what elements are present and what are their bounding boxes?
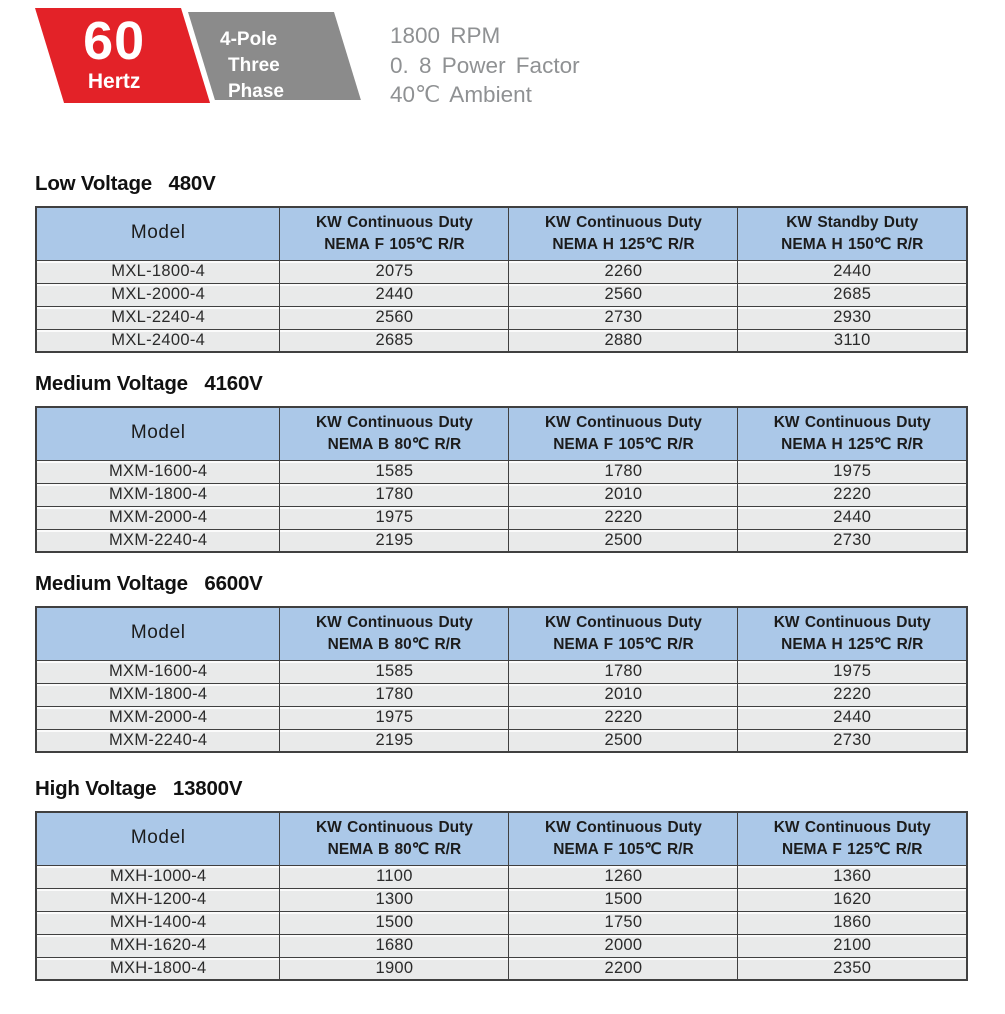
- table-row: [36, 683, 967, 706]
- value-cell: 2930: [738, 306, 967, 329]
- column-header: [509, 812, 738, 865]
- value-cell: 2440: [738, 260, 967, 283]
- value-cell: 2000: [509, 934, 738, 957]
- model-cell: MXH-1200-4: [36, 888, 280, 911]
- value-cell: 1585: [280, 660, 509, 683]
- value-cell: 2880: [509, 329, 738, 352]
- model-cell: MXM-2000-4: [36, 506, 280, 529]
- model-cell: MXH-1400-4: [36, 911, 280, 934]
- value-cell: 2195: [280, 529, 509, 552]
- model-cell: MXM-2000-4: [36, 706, 280, 729]
- value-cell: 2685: [738, 283, 967, 306]
- value-cell: 1500: [280, 911, 509, 934]
- column-header: [509, 207, 738, 260]
- column-header-line1: KW Continuous Duty: [544, 614, 702, 632]
- value-cell: 2440: [738, 706, 967, 729]
- column-header-line2: NEMA H 125℃ R/R: [552, 235, 695, 253]
- table-row: [36, 260, 967, 283]
- table-header: [36, 407, 967, 460]
- column-header: [280, 607, 509, 660]
- section-title-voltage: 4160V: [204, 372, 263, 395]
- value-cell: 2440: [280, 283, 509, 306]
- model-cell: MXM-1600-4: [36, 660, 280, 683]
- header-row: [36, 407, 967, 460]
- value-cell: 1585: [280, 460, 509, 483]
- value-cell: 1975: [280, 506, 509, 529]
- value-cell: 1780: [509, 660, 738, 683]
- table-row: [36, 865, 967, 888]
- pole-phase-badge: [188, 12, 361, 100]
- value-cell: 2560: [280, 306, 509, 329]
- column-header-line1: KW Continuous Duty: [315, 819, 473, 837]
- spec-ambient: 40℃ Ambient: [390, 82, 532, 107]
- column-header-line1: KW Continuous Duty: [773, 614, 931, 632]
- value-cell: 2350: [738, 957, 967, 980]
- column-header-line2: NEMA F 105℃ R/R: [553, 435, 694, 453]
- value-cell: 2075: [280, 260, 509, 283]
- spec-rpm: 1800 RPM: [390, 23, 501, 48]
- table-row: [36, 506, 967, 529]
- header-row: [36, 607, 967, 660]
- value-cell: 1620: [738, 888, 967, 911]
- section-title: [35, 777, 968, 801]
- value-cell: 2260: [509, 260, 738, 283]
- value-cell: 1300: [280, 888, 509, 911]
- section-title: [35, 372, 968, 396]
- value-cell: 1860: [738, 911, 967, 934]
- model-cell: MXM-1800-4: [36, 683, 280, 706]
- value-cell: 2220: [509, 706, 738, 729]
- column-header-line2: NEMA B 80℃ R/R: [327, 840, 462, 858]
- column-header-line1: KW Standby Duty: [786, 214, 919, 232]
- column-header: [738, 812, 967, 865]
- column-header: [509, 407, 738, 460]
- model-cell: MXM-1600-4: [36, 460, 280, 483]
- section-title-label: Medium Voltage: [35, 372, 188, 395]
- value-cell: 1900: [280, 957, 509, 980]
- model-cell: MXL-2000-4: [36, 283, 280, 306]
- value-cell: 2200: [509, 957, 738, 980]
- column-header-line2: NEMA F 125℃ R/R: [782, 840, 923, 858]
- column-header-line2: NEMA H 125℃ R/R: [781, 635, 924, 653]
- table-row: [36, 729, 967, 752]
- column-header-line1: KW Continuous Duty: [773, 819, 931, 837]
- value-cell: 2730: [509, 306, 738, 329]
- column-header-line1: KW Continuous Duty: [544, 414, 702, 432]
- rating-table: [35, 606, 968, 753]
- table-header: [36, 812, 967, 865]
- table-header: [36, 607, 967, 660]
- value-cell: 1100: [280, 865, 509, 888]
- value-cell: 2220: [738, 483, 967, 506]
- model-cell: MXH-1800-4: [36, 957, 280, 980]
- header-row: [36, 207, 967, 260]
- value-cell: 1750: [509, 911, 738, 934]
- section-title-voltage: 480V: [168, 172, 216, 195]
- section-title-label: Low Voltage: [35, 172, 153, 195]
- model-cell: MXM-1800-4: [36, 483, 280, 506]
- spec-summary: [390, 21, 580, 110]
- column-header-model: Model: [36, 812, 280, 865]
- model-cell: MXH-1620-4: [36, 934, 280, 957]
- table-row: [36, 460, 967, 483]
- value-cell: 2440: [738, 506, 967, 529]
- frequency-badge-content: [37, 11, 183, 110]
- value-cell: 1975: [280, 706, 509, 729]
- table-row: [36, 888, 967, 911]
- column-header: [738, 607, 967, 660]
- column-header: [738, 407, 967, 460]
- column-header-model: Model: [36, 407, 280, 460]
- table-row: [36, 306, 967, 329]
- table-row: [36, 934, 967, 957]
- column-header: [280, 812, 509, 865]
- column-header-line1: KW Continuous Duty: [544, 819, 702, 837]
- column-header-line2: NEMA F 105℃ R/R: [553, 635, 694, 653]
- value-cell: 1500: [509, 888, 738, 911]
- value-cell: 1975: [738, 660, 967, 683]
- table-row: [36, 283, 967, 306]
- value-cell: 2730: [738, 729, 967, 752]
- value-cell: 2010: [509, 483, 738, 506]
- value-cell: 1780: [280, 483, 509, 506]
- column-header-line2: NEMA B 80℃ R/R: [327, 635, 462, 653]
- value-cell: 1780: [280, 683, 509, 706]
- value-cell: 1360: [738, 865, 967, 888]
- table-row: [36, 529, 967, 552]
- table-row: [36, 706, 967, 729]
- column-header-line1: KW Continuous Duty: [544, 214, 702, 232]
- column-header-model: Model: [36, 207, 280, 260]
- table-body: [36, 460, 967, 552]
- value-cell: 2195: [280, 729, 509, 752]
- value-cell: 2500: [509, 529, 738, 552]
- column-header-line1: KW Continuous Duty: [773, 414, 931, 432]
- rating-table: [35, 406, 968, 553]
- column-header: [738, 207, 967, 260]
- column-header-model: Model: [36, 607, 280, 660]
- model-cell: MXL-2400-4: [36, 329, 280, 352]
- value-cell: 3110: [738, 329, 967, 352]
- column-header-line2: NEMA B 80℃ R/R: [327, 435, 462, 453]
- pole-label: 4-Pole: [220, 29, 278, 50]
- section-title-label: Medium Voltage: [35, 572, 188, 595]
- table-body: [36, 660, 967, 752]
- section-title-voltage: 13800V: [172, 777, 243, 800]
- column-header-line1: KW Continuous Duty: [315, 614, 473, 632]
- value-cell: 2730: [738, 529, 967, 552]
- header-row: [36, 812, 967, 865]
- value-cell: 1260: [509, 865, 738, 888]
- model-cell: MXM-2240-4: [36, 529, 280, 552]
- value-cell: 1975: [738, 460, 967, 483]
- section-medium-voltage-6600v: [35, 572, 968, 753]
- model-cell: MXL-1800-4: [36, 260, 280, 283]
- frequency-unit: Hertz: [87, 70, 141, 93]
- column-header-line1: KW Continuous Duty: [315, 214, 473, 232]
- column-header: [509, 607, 738, 660]
- table-body: [36, 865, 967, 980]
- value-cell: 2220: [738, 683, 967, 706]
- value-cell: 1680: [280, 934, 509, 957]
- pole-phase-badge-content: [188, 12, 334, 100]
- spec-power-factor: 0. 8 Power Factor: [390, 52, 580, 78]
- table-header: [36, 207, 967, 260]
- column-header-line2: NEMA F 105℃ R/R: [324, 235, 465, 253]
- value-cell: 2220: [509, 506, 738, 529]
- section-high-voltage-13800v: [35, 777, 968, 981]
- rating-table: [35, 206, 968, 353]
- phase-label: Three Phase: [228, 55, 284, 102]
- model-cell: MXM-2240-4: [36, 729, 280, 752]
- column-header: [280, 207, 509, 260]
- column-header-line1: KW Continuous Duty: [315, 414, 473, 432]
- table-row: [36, 911, 967, 934]
- section-low-voltage-480v: [35, 172, 968, 353]
- section-title: [35, 172, 968, 196]
- table-row: [36, 957, 967, 980]
- value-cell: 2685: [280, 329, 509, 352]
- value-cell: 1780: [509, 460, 738, 483]
- section-medium-voltage-4160v: [35, 372, 968, 553]
- column-header-line2: NEMA H 125℃ R/R: [781, 435, 924, 453]
- column-header: [280, 407, 509, 460]
- table-row: [36, 329, 967, 352]
- column-header-line2: NEMA F 105℃ R/R: [553, 840, 694, 858]
- table-body: [36, 260, 967, 352]
- frequency-badge: [35, 8, 210, 103]
- rating-table: [35, 811, 968, 981]
- model-cell: MXL-2240-4: [36, 306, 280, 329]
- value-cell: 2560: [509, 283, 738, 306]
- section-title-voltage: 6600V: [204, 572, 263, 595]
- column-header-line2: NEMA H 150℃ R/R: [781, 235, 924, 253]
- section-title: [35, 572, 968, 596]
- section-title-label: High Voltage: [35, 777, 157, 800]
- model-cell: MXH-1000-4: [36, 865, 280, 888]
- value-cell: 2100: [738, 934, 967, 957]
- value-cell: 2010: [509, 683, 738, 706]
- table-row: [36, 660, 967, 683]
- value-cell: 2500: [509, 729, 738, 752]
- table-row: [36, 483, 967, 506]
- frequency-value: 60: [83, 11, 146, 71]
